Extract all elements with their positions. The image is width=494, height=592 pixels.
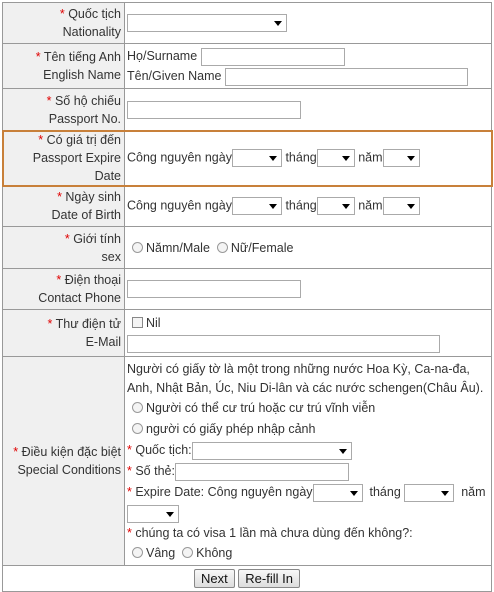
refill-button[interactable]: Re-fill In bbox=[238, 569, 300, 588]
row-english-name: * Tên tiếng Anh English Name Họ/Surname Tên/Given Name bbox=[3, 44, 492, 89]
given-name-input[interactable] bbox=[225, 68, 468, 86]
male-radio[interactable] bbox=[132, 242, 143, 253]
special-intro: Người có giấy tờ là một trong những nước Hoa Kỳ, Ca-na-đa, Anh, Nhật Bản, Úc, Niu Di-lân và các nước schengen(Châu Âu). bbox=[127, 362, 484, 395]
email-label: * Thư điện tử E-Mail bbox=[3, 310, 125, 357]
visa-yes-radio[interactable] bbox=[132, 547, 143, 558]
application-form bbox=[2, 2, 492, 592]
row-special-conditions: * Điều kiện đặc biệt Special Conditions Người có giấy tờ là một trong những nước Hoa Kỳ, Ca-na-đa, Anh, Nhật Bản, Úc, Niu Di-lân và các nước schengen(Châu Âu). Người có thể cư trú hoặc cư trú vĩnh viễn người có giấy phép nhập cảnh * Quốc tịch: * Số thẻ: * Expire Date: Công nguyên ngày tháng năm * chúng ta có visa 1 lần mà chưa dùng đến không?: Vâng Không bbox=[3, 357, 492, 566]
chevron-down-icon bbox=[342, 156, 350, 161]
cert-no-input[interactable] bbox=[175, 463, 349, 481]
gender-label: * Giới tính sex bbox=[3, 227, 125, 269]
chevron-down-icon bbox=[269, 204, 277, 209]
row-phone bbox=[3, 269, 492, 310]
email-input[interactable] bbox=[127, 335, 440, 353]
nationality-label: * Quốc tịch Nationality bbox=[3, 3, 125, 44]
dob-day-select[interactable] bbox=[232, 197, 282, 215]
phone-input[interactable] bbox=[127, 280, 301, 298]
entry-permit-radio[interactable] bbox=[132, 423, 143, 434]
nationality-select[interactable] bbox=[127, 14, 287, 32]
passport-expire-year-select[interactable] bbox=[383, 149, 420, 167]
passport-expire-day-select[interactable] bbox=[232, 149, 282, 167]
passport-expire-month-select[interactable] bbox=[317, 149, 355, 167]
row-passport-expire: * Có giá trị đến Passport Expire Date Công nguyên ngày tháng năm bbox=[3, 131, 492, 186]
chevron-down-icon bbox=[166, 512, 174, 517]
special-nationality-select[interactable] bbox=[192, 442, 352, 460]
visa-no-radio[interactable] bbox=[182, 547, 193, 558]
row-dob: * Ngày sinh Date of Birth Công nguyên ngày tháng năm bbox=[3, 186, 492, 227]
dob-label: * Ngày sinh Date of Birth bbox=[3, 186, 125, 227]
next-button[interactable]: Next bbox=[194, 569, 235, 588]
phone-label: * Điện thoại Contact Phone bbox=[3, 269, 125, 310]
passport-no-input[interactable] bbox=[127, 101, 301, 119]
chevron-down-icon bbox=[269, 156, 277, 161]
row-buttons bbox=[3, 566, 492, 592]
female-radio[interactable] bbox=[217, 242, 228, 253]
special-expire-day-select[interactable] bbox=[313, 484, 363, 502]
row-passport-no bbox=[3, 89, 492, 131]
special-conditions-label: * Điều kiện đặc biệt Special Conditions bbox=[3, 357, 125, 566]
row-gender: * Giới tính sex Nămn/Male Nữ/Female bbox=[3, 227, 492, 269]
chevron-down-icon bbox=[407, 204, 415, 209]
english-name-label: * Tên tiếng Anh English Name bbox=[3, 44, 125, 89]
dob-month-select[interactable] bbox=[317, 197, 355, 215]
passport-expire-label: * Có giá trị đến Passport Expire Date bbox=[3, 131, 125, 186]
permanent-resident-radio[interactable] bbox=[132, 402, 143, 413]
nil-checkbox[interactable] bbox=[132, 317, 143, 328]
chevron-down-icon bbox=[441, 491, 449, 496]
special-expire-year-select[interactable] bbox=[127, 505, 179, 523]
row-email: * Thư điện tử E-Mail Nil bbox=[3, 310, 492, 357]
chevron-down-icon bbox=[350, 491, 358, 496]
chevron-down-icon bbox=[342, 204, 350, 209]
passport-no-label: * Số hộ chiếu Passport No. bbox=[3, 89, 125, 131]
chevron-down-icon bbox=[407, 156, 415, 161]
chevron-down-icon bbox=[274, 21, 282, 26]
special-expire-month-select[interactable] bbox=[404, 484, 454, 502]
chevron-down-icon bbox=[339, 449, 347, 454]
surname-input[interactable] bbox=[201, 48, 345, 66]
row-nationality bbox=[3, 3, 492, 44]
dob-year-select[interactable] bbox=[383, 197, 420, 215]
